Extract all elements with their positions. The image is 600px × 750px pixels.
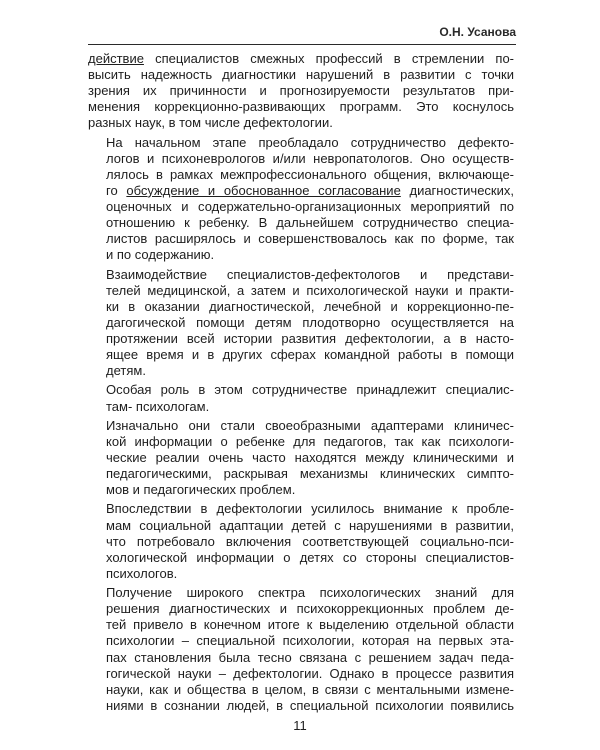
text-line: высить надежность диагностики нарушений в развитии с точки — [88, 67, 514, 83]
text-line: науки, как и общества в целом, в связи с ментальными измене- — [106, 681, 514, 697]
paragraph — [88, 267, 514, 380]
text-line: листов расширялось и совершенствовалось как по форме, так — [106, 231, 514, 247]
paragraph: На начальном этапе преобладало сотрудничество дефекто- логов и психоневрологов и/или невропатологов. Оно осуществ- лялось в рамках межпрофессионального общения, включающе- го обсуждение и обоснованное согласование диагностических, оценочных и содержательно-организационных мероприятий по отношению к ребенку. В дальнейшем сотрудничество специа- листов расширялось и совершенствовалось как по форме, так и по содержанию. — [88, 135, 514, 264]
text-line: ящее время и в других сферах командной работы в помощи — [106, 347, 514, 363]
paragraph: действие специалистов смежных профессий в стремлении по- высить надежность диагностики нарушений в развитии с точки зрения их причинности и прогнозируемости результатов при- менения коррекционно-развивающих программ. Это коснулось разных наук, в том числе дефектологии. — [88, 51, 514, 131]
text-line: телей медицинской, а затем и психологической науки и практи- — [106, 282, 514, 298]
body-text — [88, 51, 514, 717]
text-line: и по содержанию. — [106, 247, 215, 263]
paragraph — [88, 382, 514, 414]
text-line: зрения их причинности и прогнозируемости результатов при- — [88, 83, 514, 99]
text-line: ниями в сознании людей, в специальной психологии появились — [106, 697, 514, 713]
paragraph — [88, 585, 514, 714]
text-line: Впоследствии в дефектологии усилилось внимание к пробле- — [106, 501, 514, 517]
text-line: там- психологам. — [106, 398, 210, 414]
text-line: лялось в рамках межпрофессионального общения, включающе- — [106, 166, 514, 182]
text-line: Взаимодействие специалистов-дефектологов и представи- — [106, 266, 514, 282]
underlined-phrase: обсуждение и обоснованное согласование — [126, 182, 401, 198]
text-line: протяжении всей истории развития дефектологии, а в насто- — [106, 330, 514, 346]
paragraph — [88, 418, 514, 498]
text-line: решения диагностических и психокоррекционных проблем де- — [106, 601, 514, 617]
text-line: ческие реалии очень часто находятся между клиническими и — [106, 450, 514, 465]
text-line: гогической науки – дефектологии. Однако в процессе развития — [106, 665, 514, 681]
text-line: логов и психоневрологов и/или невропатологов. Оно осуществ- — [106, 150, 514, 166]
header-rule — [88, 44, 516, 45]
text-line: На начальном этапе преобладало сотрудничество дефекто- — [106, 134, 514, 150]
text-line: что потребовало включения соответствующей социально-пси- — [106, 533, 514, 549]
text-line: Изначально они стали своеобразными адаптерами клиничес- — [106, 417, 514, 433]
text-line: оценочных и содержательно-организационных мероприятий по — [106, 199, 514, 215]
text-line: дагогической помощи детям плодотворно осуществляется на — [106, 314, 514, 330]
text-line: педагогическими, раскрывая механизмы клинических симпто- — [106, 466, 514, 482]
text-line: мам социальной адаптации детей с нарушениями в развитии, — [106, 517, 514, 533]
running-header-author: О.Н. Усанова — [439, 25, 516, 39]
text-line: менения коррекционно-развивающих программ. Это коснулось — [88, 99, 514, 115]
text-line: ки в оказании диагностической, лечебной и коррекционно-пе- — [106, 298, 514, 314]
paragraph — [88, 501, 514, 581]
text-line: хологической информации о детях со стороны специалистов- — [106, 549, 514, 565]
text-line: кой информации о ребенке для педагогов, так как психологи- — [106, 433, 514, 449]
page-number: 11 — [293, 718, 307, 733]
text-line: отношению к ребенку. В дальнейшем сотрудничество специа- — [106, 215, 514, 231]
text-line: тей привело в конечном итоге к выделению отдельной области — [106, 617, 514, 633]
text-line: Получение широкого спектра психологических знаний для — [106, 585, 514, 601]
text-line: пах становления была тесно связана с решением задач педа- — [106, 649, 514, 665]
text-line: мов и педагогических проблем. — [106, 482, 296, 498]
text-line: Особая роль в этом сотрудничестве принадлежит специалис- — [106, 382, 514, 398]
text-line: разных наук, в том числе дефектологии. — [88, 115, 333, 131]
text-line: психологии – специальной психологии, которая на первых эта- — [106, 633, 514, 649]
text-line: детям. — [106, 363, 146, 379]
text-line: психологов. — [106, 565, 178, 581]
underlined-word: действие — [88, 51, 144, 66]
